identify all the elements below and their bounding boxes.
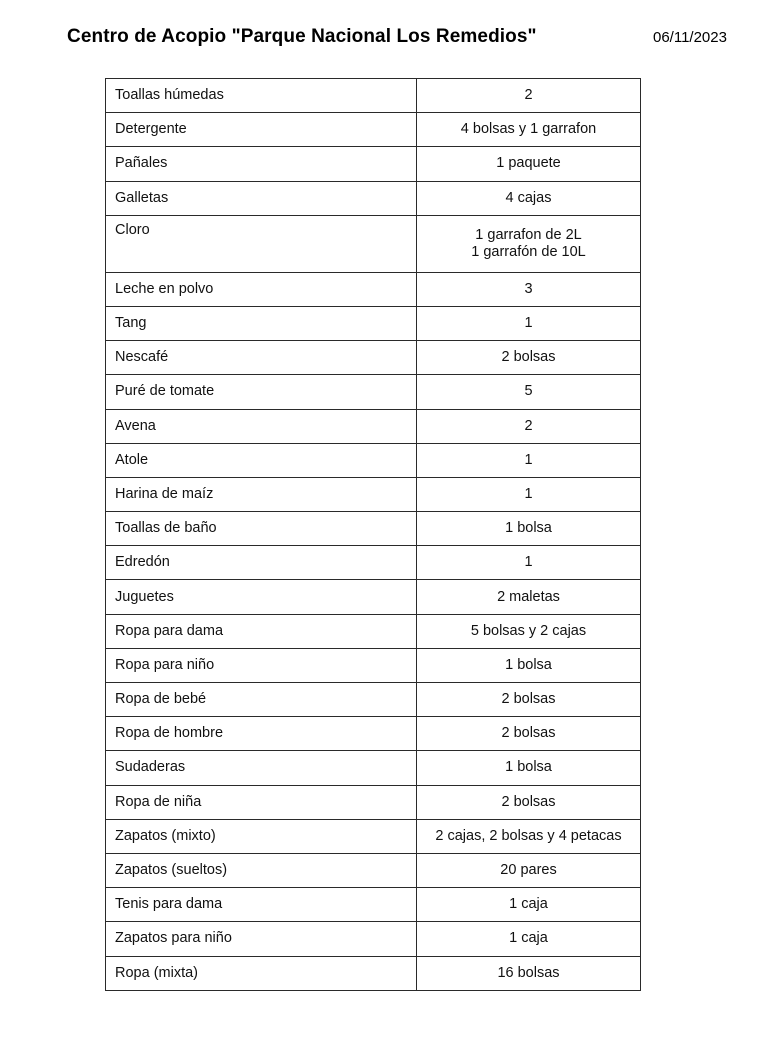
item-name: Atole bbox=[106, 443, 417, 477]
table-row bbox=[106, 956, 641, 990]
item-quantity: 1 bbox=[417, 546, 641, 580]
table-row bbox=[106, 751, 641, 785]
table-row bbox=[106, 181, 641, 215]
item-quantity: 1 bbox=[417, 477, 641, 511]
item-name: Ropa de hombre bbox=[106, 717, 417, 751]
item-quantity: 4 cajas bbox=[417, 181, 641, 215]
item-name: Zapatos para niño bbox=[106, 922, 417, 956]
item-name: Tang bbox=[106, 306, 417, 340]
table-row bbox=[106, 341, 641, 375]
table-row bbox=[106, 853, 641, 887]
item-name: Toallas húmedas bbox=[106, 79, 417, 113]
item-quantity: 2 bolsas bbox=[417, 717, 641, 751]
item-name: Pañales bbox=[106, 147, 417, 181]
item-quantity: 2 bbox=[417, 409, 641, 443]
item-quantity: 5 bbox=[417, 375, 641, 409]
item-quantity: 1 caja bbox=[417, 922, 641, 956]
item-name: Ropa de niña bbox=[106, 785, 417, 819]
donations-table bbox=[105, 78, 641, 991]
item-quantity: 2 bolsas bbox=[417, 683, 641, 717]
item-quantity: 2 cajas, 2 bolsas y 4 petacas bbox=[417, 819, 641, 853]
table-row bbox=[106, 546, 641, 580]
table-row bbox=[106, 614, 641, 648]
item-name: Sudaderas bbox=[106, 751, 417, 785]
table-row bbox=[106, 443, 641, 477]
table-row bbox=[106, 477, 641, 511]
item-quantity: 20 pares bbox=[417, 853, 641, 887]
table-row bbox=[106, 272, 641, 306]
item-quantity: 1 bbox=[417, 443, 641, 477]
table-row bbox=[106, 683, 641, 717]
item-name: Edredón bbox=[106, 546, 417, 580]
item-name: Zapatos (sueltos) bbox=[106, 853, 417, 887]
item-name: Ropa para niño bbox=[106, 648, 417, 682]
item-quantity: 2 bolsas bbox=[417, 785, 641, 819]
item-name: Toallas de baño bbox=[106, 512, 417, 546]
item-name: Ropa (mixta) bbox=[106, 956, 417, 990]
table-row bbox=[106, 888, 641, 922]
table-row bbox=[106, 512, 641, 546]
page-title: Centro de Acopio "Parque Nacional Los Remedios" bbox=[67, 26, 537, 47]
item-quantity: 1 bolsa bbox=[417, 751, 641, 785]
table-row bbox=[106, 147, 641, 181]
item-name: Nescafé bbox=[106, 341, 417, 375]
table-row bbox=[106, 375, 641, 409]
item-name: Galletas bbox=[106, 181, 417, 215]
table-row bbox=[106, 306, 641, 340]
item-name: Harina de maíz bbox=[106, 477, 417, 511]
item-quantity: 1 bolsa bbox=[417, 648, 641, 682]
item-quantity bbox=[417, 215, 641, 272]
item-name: Ropa de bebé bbox=[106, 683, 417, 717]
table-row bbox=[106, 648, 641, 682]
table-row bbox=[106, 580, 641, 614]
item-quantity-line: 1 garrafón de 10L bbox=[471, 243, 586, 260]
table-row bbox=[106, 79, 641, 113]
item-quantity: 1 bolsa bbox=[417, 512, 641, 546]
table-row bbox=[106, 785, 641, 819]
item-quantity: 16 bolsas bbox=[417, 956, 641, 990]
item-quantity-line: 1 garrafon de 2L bbox=[475, 226, 582, 243]
item-name: Detergente bbox=[106, 113, 417, 147]
table-row bbox=[106, 113, 641, 147]
item-name: Puré de tomate bbox=[106, 375, 417, 409]
item-name: Cloro bbox=[106, 215, 417, 272]
item-quantity: 5 bolsas y 2 cajas bbox=[417, 614, 641, 648]
item-quantity: 2 bolsas bbox=[417, 341, 641, 375]
item-quantity: 4 bolsas y 1 garrafon bbox=[417, 113, 641, 147]
item-quantity: 1 bbox=[417, 306, 641, 340]
table-row bbox=[106, 819, 641, 853]
table-row bbox=[106, 717, 641, 751]
page-header bbox=[67, 26, 747, 52]
item-name: Zapatos (mixto) bbox=[106, 819, 417, 853]
table-row bbox=[106, 922, 641, 956]
item-name: Juguetes bbox=[106, 580, 417, 614]
item-name: Tenis para dama bbox=[106, 888, 417, 922]
item-name: Leche en polvo bbox=[106, 272, 417, 306]
item-quantity: 1 caja bbox=[417, 888, 641, 922]
document-date: 06/11/2023 bbox=[653, 29, 727, 46]
item-quantity: 1 paquete bbox=[417, 147, 641, 181]
table-row bbox=[106, 215, 641, 272]
item-quantity: 2 bbox=[417, 79, 641, 113]
item-name: Avena bbox=[106, 409, 417, 443]
item-quantity: 2 maletas bbox=[417, 580, 641, 614]
item-quantity: 3 bbox=[417, 272, 641, 306]
table-row bbox=[106, 409, 641, 443]
item-name: Ropa para dama bbox=[106, 614, 417, 648]
